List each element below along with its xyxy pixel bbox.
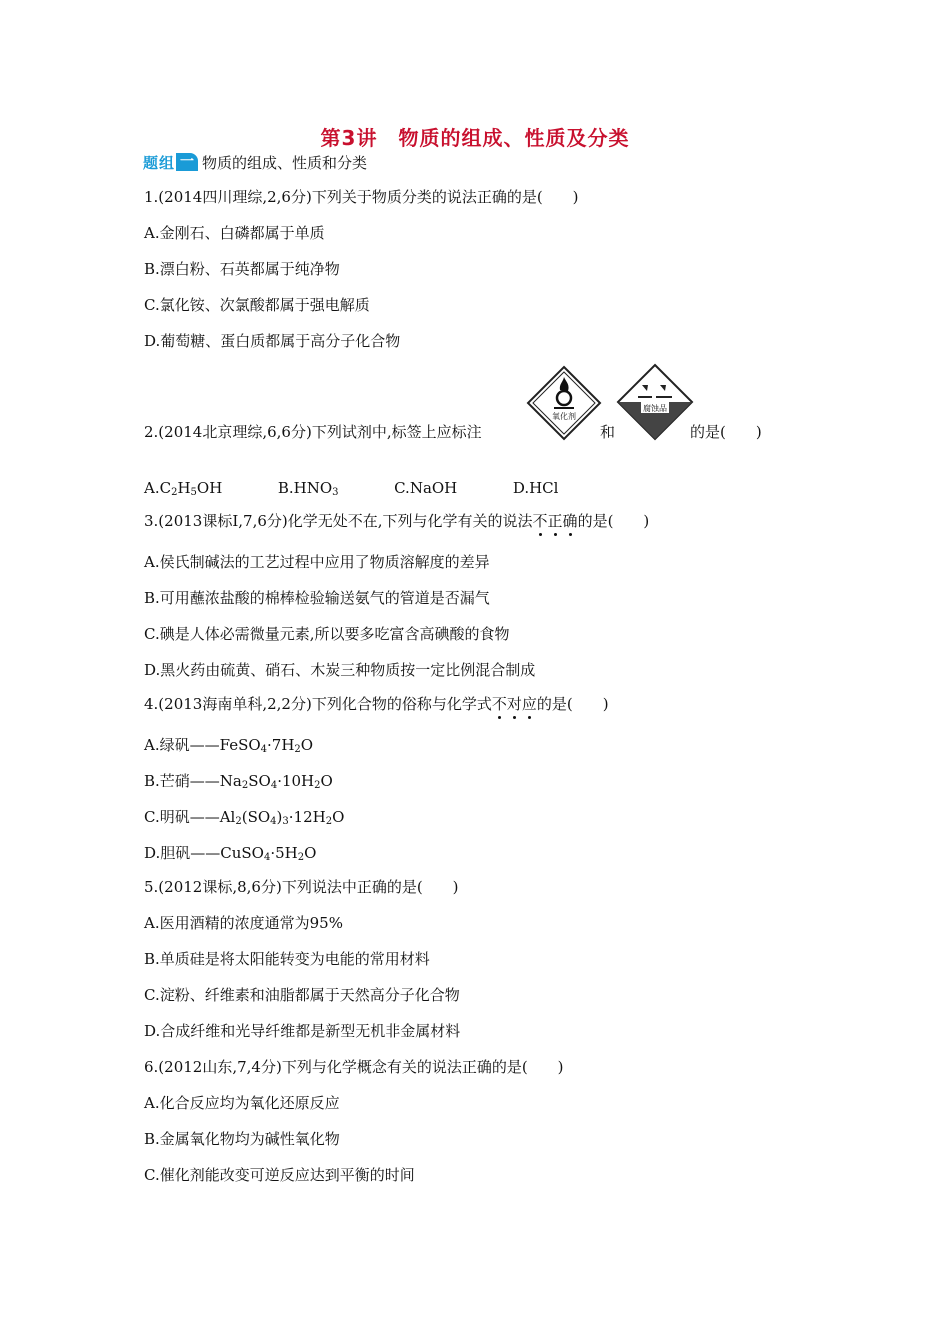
q2-stem-before: 2.(2014北京理综,6,6分)下列试剂中,标签上应标注 bbox=[144, 423, 482, 441]
group-badge bbox=[143, 152, 198, 172]
q6-stem: 6.(2012山东,7,4分)下列与化学概念有关的说法正确的是( ) bbox=[144, 1058, 564, 1076]
q3-option-c: C.碘是人体必需微量元素,所以要多吃富含高碘酸的食物 bbox=[144, 625, 510, 643]
q4-option-d: D.胆矾$——CuSO_4\cdot 5H_2O$ bbox=[144, 844, 317, 863]
question-group-header bbox=[143, 150, 367, 174]
q4-option-b: B.芒硝$——Na_2SO_4\cdot 10H_2O$ bbox=[144, 772, 333, 791]
q4-option-c: C.明矾$——Al_2(SO_4)_3\cdot 12H_2O$ bbox=[144, 808, 345, 827]
q5-option-c: C.淀粉、纤维素和油脂都属于天然高分子化合物 bbox=[144, 986, 460, 1004]
q4-option-a: A.绿矾$——FeSO_4\cdot 7H_2O$ bbox=[144, 736, 314, 755]
q1-option-d: D.葡萄糖、蛋白质都属于高分子化合物 bbox=[144, 332, 401, 350]
q1-option-c: C.氯化铵、次氯酸都属于强电解质 bbox=[144, 296, 370, 314]
group-badge-number: 一 bbox=[176, 153, 198, 171]
q1-option-b: B.漂白粉、石英都属于纯净物 bbox=[144, 260, 340, 278]
q6-option-b: B.金属氧化物均为碱性氧化物 bbox=[144, 1130, 340, 1148]
q2-option-b: $B.HNO_3$ bbox=[277, 479, 339, 498]
q4-stem: 4.(2013海南单科,2,2分)下列化合物的俗称与化学式不对应的是( ) bbox=[144, 695, 609, 713]
group-badge-text: 题组 bbox=[143, 153, 176, 172]
q5-option-b: B.单质硅是将太阳能转变为电能的常用材料 bbox=[144, 950, 430, 968]
q3-option-d: D.黑火药由硫黄、硝石、木炭三种物质按一定比例混合制成 bbox=[144, 661, 536, 679]
q1-stem: 1.(2014四川理综,2,6分)下列关于物质分类的说法正确的是( ) bbox=[144, 188, 579, 206]
emphasis-dot-char: 不 bbox=[532, 512, 548, 530]
q3-option-a: A.侯氏制碱法的工艺过程中应用了物质溶解度的差异 bbox=[144, 553, 490, 571]
q2-option-d: D.HCl bbox=[512, 479, 559, 497]
q6-option-c: C.催化剂能改变可逆反应达到平衡的时间 bbox=[144, 1166, 415, 1184]
emphasis-dot-char: 应 bbox=[521, 695, 537, 713]
oxidizer-hazard-icon bbox=[526, 365, 602, 445]
q2-option-a: $A.C_2H_5OH$ bbox=[144, 479, 223, 498]
q5-option-d: D.合成纤维和光导纤维都是新型无机非金属材料 bbox=[144, 1022, 461, 1040]
corrosive-label: 腐蚀品 bbox=[643, 404, 667, 413]
oxidizer-label: 氧化剂 bbox=[552, 412, 576, 421]
q2-options bbox=[144, 478, 558, 503]
q6-option-a: A.化合反应均为氧化还原反应 bbox=[144, 1094, 340, 1112]
emphasis-dot-char: 确 bbox=[562, 512, 578, 530]
q5-stem: 5.(2012课标,8,6分)下列说法中正确的是( ) bbox=[144, 878, 459, 896]
q3-stem: 3.(2013课标Ⅰ,7,6分)化学无处不在,下列与化学有关的说法不正确的是( ) bbox=[144, 512, 650, 530]
page-title: 第3讲 物质的组成、性质及分类 bbox=[320, 126, 630, 150]
q1-option-a: A.金刚石、白磷都属于单质 bbox=[144, 224, 325, 242]
q3-option-b: B.可用蘸浓盐酸的棉棒检验输送氨气的管道是否漏气 bbox=[144, 589, 490, 607]
q2-and: 和 bbox=[600, 423, 616, 441]
q2-stem-after: 的是( ) bbox=[690, 423, 762, 441]
q5-option-a: A.医用酒精的浓度通常为95% bbox=[144, 914, 343, 932]
emphasis-dot-char: 对 bbox=[506, 695, 522, 713]
q2-option-c: C.NaOH bbox=[394, 479, 458, 497]
emphasis-dot-char: 正 bbox=[547, 512, 563, 530]
emphasis-dot-char: 不 bbox=[491, 695, 507, 713]
group-title: 物质的组成、性质和分类 bbox=[202, 153, 368, 172]
corrosive-hazard-icon bbox=[616, 363, 694, 445]
